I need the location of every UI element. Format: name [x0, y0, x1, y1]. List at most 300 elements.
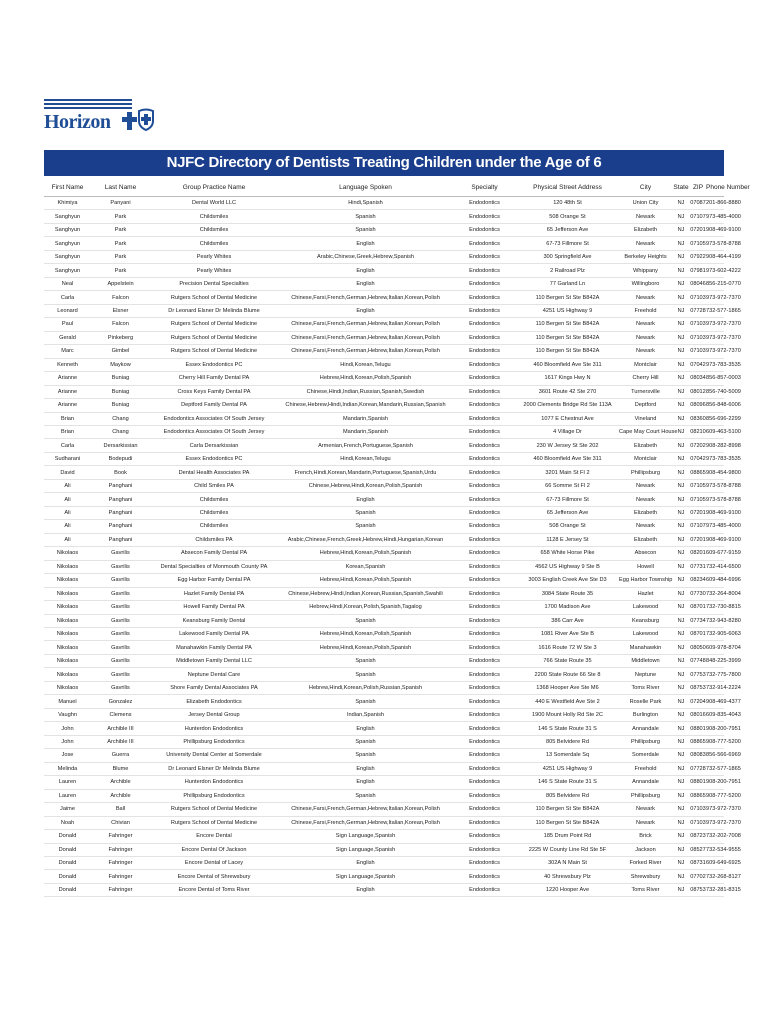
cell-zip: 08801	[690, 722, 706, 735]
cell-last-name: Book	[91, 466, 150, 479]
cell-group-practice: Childsmiles	[150, 506, 278, 519]
table-row	[44, 318, 724, 331]
cell-language: English	[278, 304, 453, 317]
table-body	[44, 197, 741, 897]
cell-first-name: Paul	[44, 318, 91, 331]
cell-city: Montclair	[619, 358, 672, 371]
table-row	[44, 641, 724, 654]
cell-state: NJ	[672, 439, 690, 452]
cell-group-practice: Egg Harbor Family Dental PA	[150, 574, 278, 587]
cell-state: NJ	[672, 412, 690, 425]
table-row	[44, 695, 724, 708]
cell-phone: 908-469-9100	[706, 533, 724, 546]
cell-phone: 973-578-8788	[706, 479, 724, 492]
cell-specialty: Endodontics	[453, 277, 516, 290]
cell-address: 4251 US Highway 9	[516, 762, 619, 775]
cell-first-name: Noah	[44, 816, 91, 829]
cell-city: Cape May Court House	[619, 425, 672, 438]
cell-last-name: Gavrilis	[91, 641, 150, 654]
cell-language: Spanish	[278, 506, 453, 519]
table-row	[44, 264, 724, 277]
cell-last-name: Archible III	[91, 722, 150, 735]
cell-state: NJ	[672, 816, 690, 829]
cell-specialty: Endodontics	[453, 789, 516, 802]
cell-city: Newark	[619, 345, 672, 358]
cell-group-practice: Precision Dental Specialties	[150, 277, 278, 290]
cell-specialty: Endodontics	[453, 830, 516, 843]
cell-address: 110 Bergen St Ste B842A	[516, 331, 619, 344]
cell-last-name: Dersarkissian	[91, 439, 150, 452]
cell-city: Newark	[619, 237, 672, 250]
cell-city: Forked River	[619, 856, 672, 869]
cell-specialty: Endodontics	[453, 385, 516, 398]
cell-phone: 908-469-4377	[706, 695, 724, 708]
cell-first-name: Lauren	[44, 776, 91, 789]
cell-zip: 07103	[690, 331, 706, 344]
cell-address: 1617 Kings Hwy N	[516, 372, 619, 385]
cell-city: Elizabeth	[619, 533, 672, 546]
table-row	[44, 331, 724, 344]
cell-phone: 973-972-7370	[706, 318, 724, 331]
cell-state: NJ	[672, 250, 690, 263]
col-header-phone: Phone Number	[706, 178, 724, 197]
cell-zip: 07702	[690, 870, 706, 883]
cell-address: 1900 Mount Holly Rd Ste 2C	[516, 708, 619, 721]
cell-zip: 07731	[690, 560, 706, 573]
cell-language: Sign Language,Spanish	[278, 830, 453, 843]
cell-specialty: Endodontics	[453, 749, 516, 762]
cell-state: NJ	[672, 452, 690, 465]
cell-address: 2200 State Route 66 Ste 8	[516, 668, 619, 681]
cell-address: 386 Carr Ave	[516, 614, 619, 627]
table-row	[44, 762, 724, 775]
cell-city: Manahawkin	[619, 641, 672, 654]
cell-first-name: Ali	[44, 493, 91, 506]
cell-last-name: Gavrilis	[91, 668, 150, 681]
cell-state: NJ	[672, 641, 690, 654]
cell-state: NJ	[672, 277, 690, 290]
cell-last-name: Panghani	[91, 479, 150, 492]
cell-phone: 732-577-1865	[706, 762, 724, 775]
cell-address: 65 Jefferson Ave	[516, 223, 619, 236]
table-row	[44, 601, 724, 614]
cell-state: NJ	[672, 654, 690, 667]
cell-language: Arabic,Chinese,Greek,Hebrew,Spanish	[278, 250, 453, 263]
cell-group-practice: Endodontics Associates Of South Jersey	[150, 425, 278, 438]
cell-last-name: Gonzalez	[91, 695, 150, 708]
cell-address: 230 W Jersey St Ste 202	[516, 439, 619, 452]
cell-state: NJ	[672, 735, 690, 748]
cell-phone: 856-566-6969	[706, 749, 724, 762]
cell-language: Chinese,Hebrew,Hindi,Korean,Polish,Spanish	[278, 479, 453, 492]
cell-language: Chinese,Hebrew,Hindi,Indian,Korean,Mandarin,Russian,Spanish	[278, 399, 453, 412]
cell-phone: 973-972-7370	[706, 331, 724, 344]
cell-city: Jackson	[619, 843, 672, 856]
cell-language: Spanish	[278, 668, 453, 681]
cell-last-name: Archible III	[91, 735, 150, 748]
cell-specialty: Endodontics	[453, 587, 516, 600]
table-row	[44, 439, 724, 452]
cell-city: Turnersville	[619, 385, 672, 398]
cell-last-name: Maykow	[91, 358, 150, 371]
cell-specialty: Endodontics	[453, 547, 516, 560]
cell-address: 302A N Main St	[516, 856, 619, 869]
cell-state: NJ	[672, 425, 690, 438]
cell-specialty: Endodontics	[453, 425, 516, 438]
cell-group-practice: Manahawkin Family Dental PA	[150, 641, 278, 654]
cell-group-practice: Endodontics Associates Of South Jersey	[150, 412, 278, 425]
cell-last-name: Park	[91, 223, 150, 236]
cell-last-name: Archible	[91, 789, 150, 802]
cell-zip: 08360	[690, 412, 706, 425]
cell-city: Newark	[619, 210, 672, 223]
cell-last-name: Panghani	[91, 506, 150, 519]
table-header-row	[44, 178, 724, 197]
cell-first-name: Brian	[44, 425, 91, 438]
cell-phone: 908-200-7951	[706, 776, 724, 789]
cell-group-practice: Childsmiles	[150, 223, 278, 236]
cell-phone: 908-282-8998	[706, 439, 724, 452]
cell-phone: 732-775-7800	[706, 668, 724, 681]
cell-address: 110 Bergen St Ste B842A	[516, 816, 619, 829]
table-row	[44, 749, 724, 762]
cell-zip: 07105	[690, 493, 706, 506]
cell-specialty: Endodontics	[453, 816, 516, 829]
cell-first-name: Donald	[44, 883, 91, 896]
cell-zip: 07981	[690, 264, 706, 277]
cell-first-name: Ali	[44, 520, 91, 533]
cell-group-practice: Rutgers School of Dental Medicine	[150, 803, 278, 816]
cell-address: 66 Somme St Fl 2	[516, 479, 619, 492]
cell-last-name: Park	[91, 264, 150, 277]
cell-specialty: Endodontics	[453, 237, 516, 250]
cell-address: 1700 Madison Ave	[516, 601, 619, 614]
table-row	[44, 237, 724, 250]
cell-state: NJ	[672, 304, 690, 317]
cell-language: Armenian,French,Portuguese,Spanish	[278, 439, 453, 452]
cell-last-name: Chivian	[91, 816, 150, 829]
table-row	[44, 614, 724, 627]
cell-language: Chinese,Hindi,Indian,Russian,Spanish,Swedish	[278, 385, 453, 398]
cell-language: English	[278, 277, 453, 290]
table-row	[44, 479, 724, 492]
cell-zip: 08723	[690, 830, 706, 843]
cell-address: 1081 River Ave Ste B	[516, 628, 619, 641]
cell-city: Annandale	[619, 776, 672, 789]
cell-first-name: Nikolaos	[44, 681, 91, 694]
cell-last-name: Ball	[91, 803, 150, 816]
dentist-directory-table	[44, 178, 750, 897]
cell-specialty: Endodontics	[453, 250, 516, 263]
cell-phone: 848-225-3999	[706, 654, 724, 667]
table-row	[44, 560, 724, 573]
cell-language: English	[278, 493, 453, 506]
cell-zip: 07042	[690, 452, 706, 465]
cell-first-name: Ali	[44, 506, 91, 519]
cell-address: 460 Bloomfield Ave Ste 311	[516, 452, 619, 465]
cell-city: Montclair	[619, 452, 672, 465]
cell-zip: 07728	[690, 762, 706, 775]
cell-last-name: Panghani	[91, 493, 150, 506]
cell-group-practice: Essex Endodontics PC	[150, 358, 278, 371]
cell-specialty: Endodontics	[453, 331, 516, 344]
cell-first-name: Donald	[44, 830, 91, 843]
cell-zip: 07201	[690, 533, 706, 546]
cell-phone: 856-857-0003	[706, 372, 724, 385]
table-row	[44, 452, 724, 465]
table-row	[44, 372, 724, 385]
cell-first-name: Ali	[44, 533, 91, 546]
cell-city: Phillipsburg	[619, 789, 672, 802]
cell-first-name: Nikolaos	[44, 560, 91, 573]
table-row	[44, 883, 724, 896]
cell-address: 146 S State Route 31 S	[516, 776, 619, 789]
cell-phone: 908-454-9800	[706, 466, 724, 479]
cell-address: 110 Bergen St Ste B842A	[516, 803, 619, 816]
cell-state: NJ	[672, 318, 690, 331]
cell-group-practice: Elizabeth Endodontics	[150, 695, 278, 708]
table-row	[44, 722, 724, 735]
cell-last-name: Buniag	[91, 372, 150, 385]
cell-group-practice: Rutgers School of Dental Medicine	[150, 345, 278, 358]
blue-cross-icon	[122, 111, 137, 131]
cell-address: 508 Orange St	[516, 520, 619, 533]
cell-last-name: Gavrilis	[91, 560, 150, 573]
cell-city: Newark	[619, 803, 672, 816]
cell-zip: 07042	[690, 358, 706, 371]
cell-last-name: Blume	[91, 762, 150, 775]
cell-specialty: Endodontics	[453, 520, 516, 533]
cell-zip: 08034	[690, 372, 706, 385]
cell-first-name: Arianne	[44, 372, 91, 385]
cell-group-practice: Childsmiles	[150, 493, 278, 506]
cell-specialty: Endodontics	[453, 197, 516, 210]
cell-language: Chinese,Farsi,French,German,Hebrew,Italian,Korean,Polish	[278, 816, 453, 829]
cell-phone: 856-740-5009	[706, 385, 724, 398]
cell-city: Shrewsbury	[619, 870, 672, 883]
cell-first-name: Nikolaos	[44, 574, 91, 587]
cell-group-practice: Dr Leonard Elsner Dr Melinda Blume	[150, 762, 278, 775]
cell-address: 300 Springfield Ave	[516, 250, 619, 263]
cell-phone: 609-649-6925	[706, 856, 724, 869]
cell-zip: 08096	[690, 399, 706, 412]
cell-zip: 08083	[690, 749, 706, 762]
table-row	[44, 668, 724, 681]
table-row	[44, 466, 724, 479]
cell-language: English	[278, 264, 453, 277]
cell-first-name: John	[44, 735, 91, 748]
cell-city: Keansburg	[619, 614, 672, 627]
cell-zip: 07922	[690, 250, 706, 263]
cell-city: Vineland	[619, 412, 672, 425]
cell-specialty: Endodontics	[453, 223, 516, 236]
cell-city: Newark	[619, 816, 672, 829]
cell-specialty: Endodontics	[453, 614, 516, 627]
cell-phone: 973-972-7370	[706, 816, 724, 829]
cell-zip: 07103	[690, 318, 706, 331]
cell-state: NJ	[672, 533, 690, 546]
cell-group-practice: Hunterdon Endodontics	[150, 722, 278, 735]
cell-address: 146 S State Route 31 S	[516, 722, 619, 735]
cell-zip: 08527	[690, 843, 706, 856]
cell-phone: 973-972-7370	[706, 291, 724, 304]
cell-language: Korean,Spanish	[278, 560, 453, 573]
cell-language: Sign Language,Spanish	[278, 843, 453, 856]
cell-language: Hebrew,Hindi,Korean,Polish,Spanish,Tagalog	[278, 601, 453, 614]
cell-city: Cherry Hill	[619, 372, 672, 385]
cell-group-practice: Dr Leonard Elsner Dr Melinda Blume	[150, 304, 278, 317]
cell-last-name: Gavrilis	[91, 547, 150, 560]
cell-first-name: Donald	[44, 856, 91, 869]
cell-last-name: Chang	[91, 425, 150, 438]
cell-state: NJ	[672, 601, 690, 614]
cell-city: Freehold	[619, 304, 672, 317]
cell-first-name: Donald	[44, 843, 91, 856]
cell-last-name: Falcon	[91, 318, 150, 331]
cell-last-name: Chang	[91, 412, 150, 425]
table-row	[44, 830, 724, 843]
cell-phone: 732-577-1865	[706, 304, 724, 317]
cell-language: Hindi,Korean,Telugu	[278, 358, 453, 371]
horizon-logo	[44, 99, 154, 143]
cell-specialty: Endodontics	[453, 668, 516, 681]
cell-language: French,Hindi,Korean,Mandarin,Portuguese,Spanish,Urdu	[278, 466, 453, 479]
cell-state: NJ	[672, 331, 690, 344]
cell-phone: 973-602-4222	[706, 264, 724, 277]
cell-specialty: Endodontics	[453, 291, 516, 304]
cell-specialty: Endodontics	[453, 695, 516, 708]
cell-first-name: Jose	[44, 749, 91, 762]
cell-zip: 08210	[690, 425, 706, 438]
cell-zip: 07105	[690, 237, 706, 250]
cell-state: NJ	[672, 883, 690, 896]
cell-specialty: Endodontics	[453, 493, 516, 506]
cell-group-practice: Lakewood Family Dental PA	[150, 628, 278, 641]
cell-last-name: Elsner	[91, 304, 150, 317]
col-header-last-name: Last Name	[91, 178, 150, 197]
cell-language: Arabic,Chinese,French,Greek,Hebrew,Hindi,Hungarian,Korean	[278, 533, 453, 546]
cell-first-name: Sanghyun	[44, 264, 91, 277]
table-row	[44, 358, 724, 371]
cell-first-name: Nikolaos	[44, 601, 91, 614]
cell-group-practice: Childsmiles PA	[150, 533, 278, 546]
cell-group-practice: Shore Family Dental Associates PA	[150, 681, 278, 694]
cell-group-practice: Phillipsburg Endodontics	[150, 735, 278, 748]
cell-last-name: Bodepudi	[91, 452, 150, 465]
cell-first-name: Sudharani	[44, 452, 91, 465]
cell-zip: 08753	[690, 883, 706, 896]
cell-address: 3601 Route 42 Ste 270	[516, 385, 619, 398]
cell-first-name: Nikolaos	[44, 654, 91, 667]
cell-last-name: Buniag	[91, 399, 150, 412]
cell-zip: 07087	[690, 197, 706, 210]
cell-last-name: Buniag	[91, 385, 150, 398]
cell-zip: 07728	[690, 304, 706, 317]
cell-language: Spanish	[278, 749, 453, 762]
cell-specialty: Endodontics	[453, 654, 516, 667]
cell-first-name: Leonard	[44, 304, 91, 317]
cell-city: Phillipsburg	[619, 735, 672, 748]
cell-city: Newark	[619, 493, 672, 506]
cell-specialty: Endodontics	[453, 506, 516, 519]
cell-address: 805 Belvidere Rd	[516, 735, 619, 748]
table-row	[44, 870, 724, 883]
cell-last-name: Pinkeberg	[91, 331, 150, 344]
logo-wordmark: Horizon	[44, 111, 111, 133]
cell-last-name: Clemens	[91, 708, 150, 721]
cell-specialty: Endodontics	[453, 345, 516, 358]
cell-first-name: Nikolaos	[44, 641, 91, 654]
table-row	[44, 277, 724, 290]
cell-last-name: Guerra	[91, 749, 150, 762]
cell-zip: 07202	[690, 439, 706, 452]
cell-city: Howell	[619, 560, 672, 573]
cell-city: Toms River	[619, 681, 672, 694]
cell-first-name: Nikolaos	[44, 614, 91, 627]
table-row	[44, 210, 724, 223]
cell-phone: 908-469-9100	[706, 506, 724, 519]
cell-address: 658 White Horse Pike	[516, 547, 619, 560]
cell-first-name: David	[44, 466, 91, 479]
cell-last-name: Gavrilis	[91, 628, 150, 641]
cell-state: NJ	[672, 681, 690, 694]
cell-language: Chinese,Farsi,French,German,Hebrew,Italian,Korean,Polish	[278, 345, 453, 358]
cell-city: Willingboro	[619, 277, 672, 290]
cell-city: Newark	[619, 479, 672, 492]
cell-group-practice: Rutgers School of Dental Medicine	[150, 331, 278, 344]
cell-address: 3084 State Route 35	[516, 587, 619, 600]
cell-last-name: Gavrilis	[91, 654, 150, 667]
cell-first-name: Lauren	[44, 789, 91, 802]
cell-phone: 609-978-8704	[706, 641, 724, 654]
cell-specialty: Endodontics	[453, 870, 516, 883]
cell-phone: 856-696-2299	[706, 412, 724, 425]
cell-phone: 732-268-8127	[706, 870, 724, 883]
cell-language: Chinese,Farsi,French,German,Hebrew,Italian,Korean,Polish	[278, 331, 453, 344]
cell-phone: 732-534-9555	[706, 843, 724, 856]
cell-first-name: Sanghyun	[44, 210, 91, 223]
cell-group-practice: Middletown Family Dental LLC	[150, 654, 278, 667]
page-title: NJFC Directory of Dentists Treating Children under the Age of 6	[44, 150, 724, 176]
cell-zip: 07730	[690, 587, 706, 600]
cell-address: 766 State Route 35	[516, 654, 619, 667]
cell-state: NJ	[672, 479, 690, 492]
cell-phone: 732-914-2224	[706, 681, 724, 694]
cell-specialty: Endodontics	[453, 452, 516, 465]
cell-city: Newark	[619, 331, 672, 344]
cell-zip: 08016	[690, 708, 706, 721]
cell-phone: 973-485-4000	[706, 210, 724, 223]
cell-address: 13 Somerdale Sq	[516, 749, 619, 762]
cell-specialty: Endodontics	[453, 722, 516, 735]
table-row	[44, 776, 724, 789]
cell-phone: 973-972-7370	[706, 345, 724, 358]
cell-last-name: Park	[91, 250, 150, 263]
cell-phone: 732-905-6063	[706, 628, 724, 641]
cell-language: English	[278, 856, 453, 869]
cell-address: 1077 E Chestnut Ave	[516, 412, 619, 425]
cell-last-name: Gavrilis	[91, 614, 150, 627]
cell-phone: 609-463-5100	[706, 425, 724, 438]
cell-state: NJ	[672, 506, 690, 519]
cell-specialty: Endodontics	[453, 762, 516, 775]
cell-first-name: Vaughn	[44, 708, 91, 721]
cell-address: 3201 Main St FI 2	[516, 466, 619, 479]
cell-city: Whippany	[619, 264, 672, 277]
cell-state: NJ	[672, 358, 690, 371]
cell-city: Somerdale	[619, 749, 672, 762]
cell-specialty: Endodontics	[453, 264, 516, 277]
